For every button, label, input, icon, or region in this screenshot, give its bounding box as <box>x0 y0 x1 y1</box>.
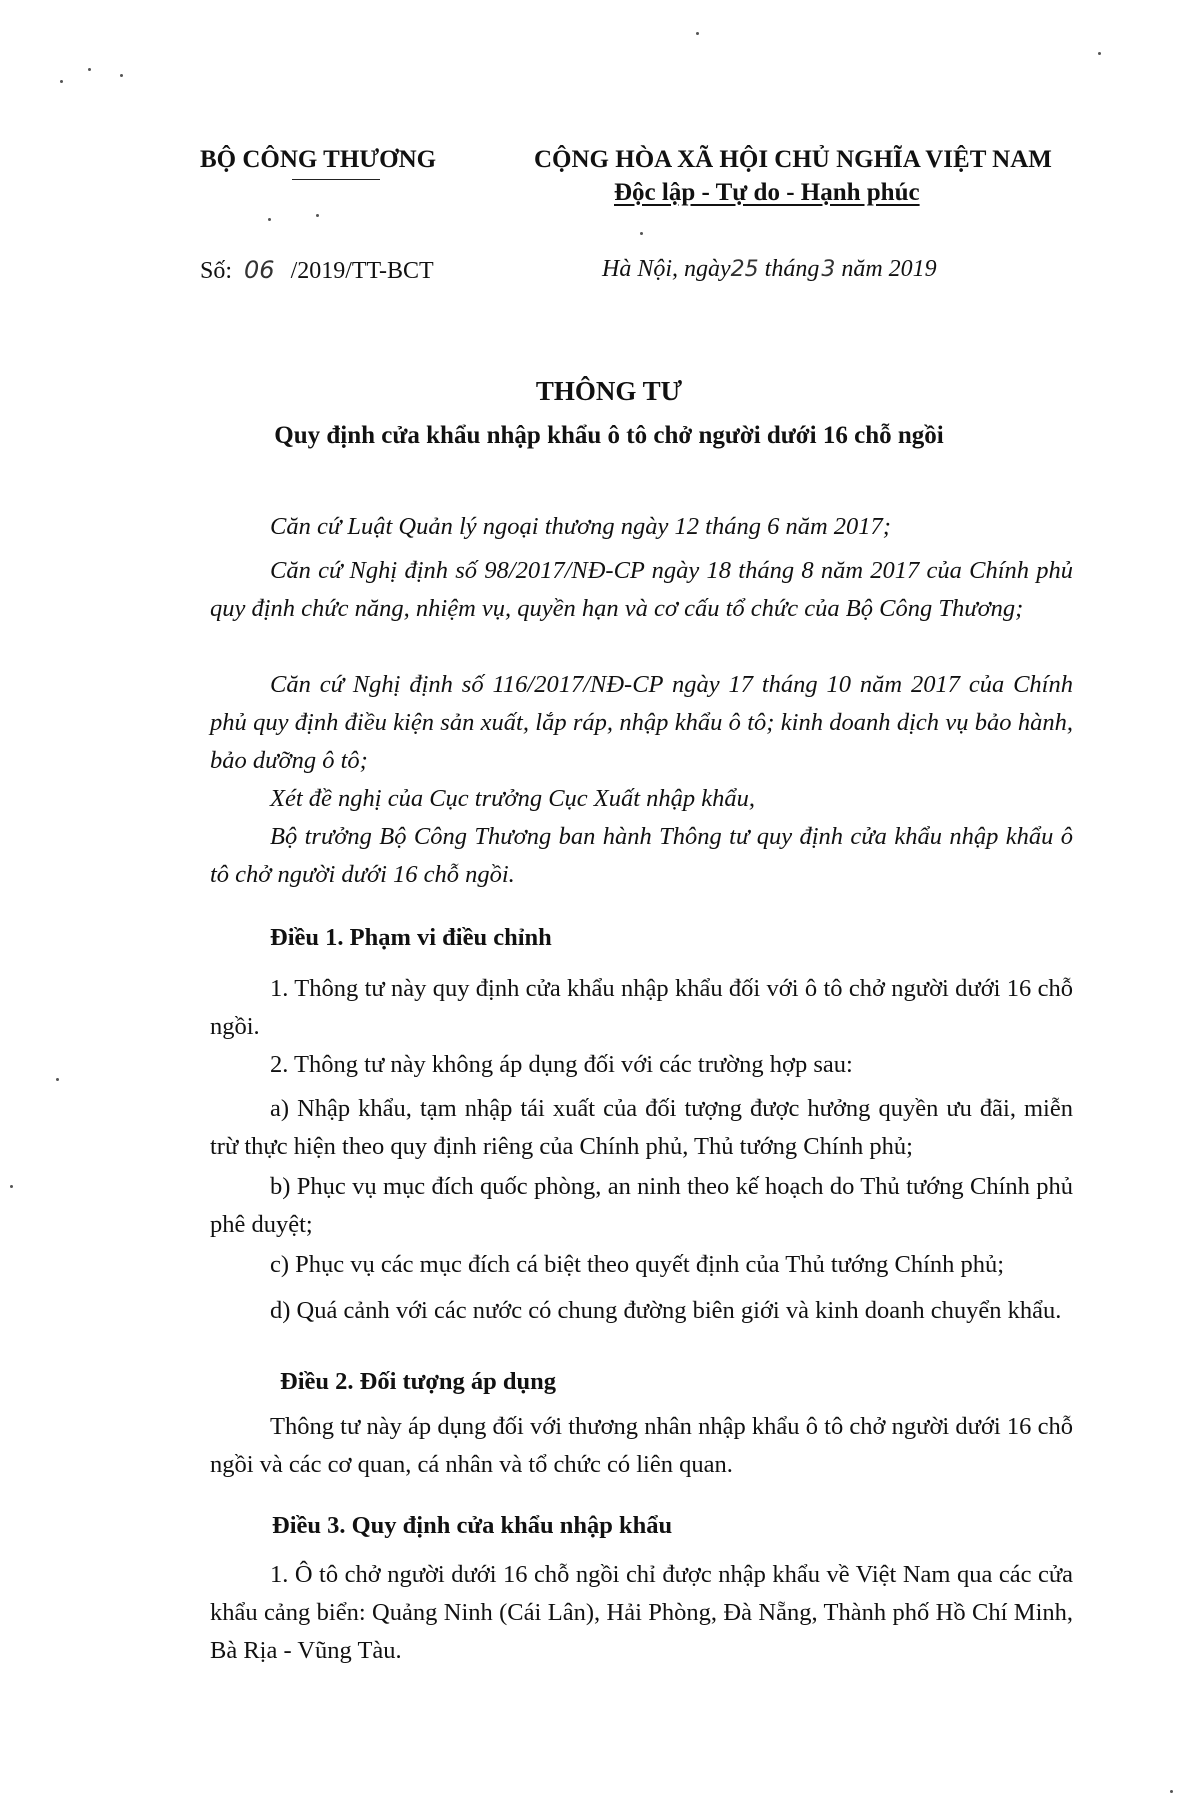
scan-speck <box>120 74 123 77</box>
scan-speck <box>1098 52 1101 55</box>
preamble-item: Căn cứ Nghị định số 116/2017/NĐ-CP ngày 17 tháng 10 năm 2017 của Chính phủ quy định điều kiện sản xuất, lắp ráp, nhập khẩu ô tô; kinh doanh dịch vụ bảo hành, bảo dưỡng ô tô; <box>210 671 1073 774</box>
number-suffix: /2019/TT-BCT <box>290 258 434 284</box>
article-paragraph: a) Nhập khẩu, tạm nhập tái xuất của đối tượng được hưởng quyền ưu đãi, miễn trừ thực hiện theo quy định riêng của Chính phủ, Thủ tướng Chính phủ; <box>210 1095 1073 1160</box>
preamble-item: Bộ trưởng Bộ Công Thương ban hành Thông tư quy định cửa khẩu nhập khẩu ô tô chở người dưới 16 chỗ ngồi. <box>210 823 1073 888</box>
document-subject: Quy định cửa khẩu nhập khẩu ô tô chở người dưới 16 chỗ ngồi <box>274 422 944 449</box>
preamble-item: Xét đề nghị của Cục trưởng Cục Xuất nhập khẩu, <box>270 785 756 812</box>
article-paragraph: 2. Thông tư này không áp dụng đối với các trường hợp sau: <box>270 1051 853 1078</box>
date-month-label: tháng <box>764 256 820 282</box>
article-heading: Điều 1. Phạm vi điều chỉnh <box>270 924 552 951</box>
ministry-underline <box>292 179 380 180</box>
article-heading: Điều 2. Đối tượng áp dụng <box>280 1368 557 1395</box>
number-prefix: Số: <box>200 258 233 284</box>
article-paragraph: Thông tư này áp dụng đối với thương nhân nhập khẩu ô tô chở người dưới 16 chỗ ngồi và các cơ quan, cá nhân và tổ chức có liên quan. <box>210 1413 1073 1478</box>
country-name: CỘNG HÒA XÃ HỘI CHỦ NGHĨA VIỆT NAM <box>534 146 1052 173</box>
scan-speck <box>60 80 63 83</box>
date-month-handwritten: 3 <box>821 257 836 282</box>
ministry-name: BỘ CÔNG THƯƠNG <box>200 146 437 173</box>
preamble-item: Căn cứ Nghị định số 98/2017/NĐ-CP ngày 18 tháng 8 năm 2017 của Chính phủ quy định chức năng, nhiệm vụ, quyền hạn và cơ cấu tổ chức của Bộ Công Thương; <box>210 557 1073 622</box>
scan-speck <box>56 1078 59 1081</box>
article-paragraph: 1. Thông tư này quy định cửa khẩu nhập khẩu đối với ô tô chở người dưới 16 chỗ ngồi. <box>210 975 1073 1040</box>
issue-date <box>602 256 937 283</box>
article-paragraph: b) Phục vụ mục đích quốc phòng, an ninh theo kế hoạch do Thủ tướng Chính phủ phê duyệt; <box>210 1173 1073 1238</box>
number-handwritten: 06 <box>244 256 275 284</box>
article-heading: Điều 3. Quy định cửa khẩu nhập khẩu <box>272 1512 673 1539</box>
scan-speck <box>640 232 643 235</box>
national-motto: Độc lập - Tự do - Hạnh phúc <box>614 179 920 206</box>
document-type: THÔNG TƯ <box>535 376 683 406</box>
date-place: Hà Nội, ngày <box>602 256 731 282</box>
document-number <box>200 256 434 285</box>
article-paragraph: c) Phục vụ các mục đích cá biệt theo quyết định của Thủ tướng Chính phủ; <box>270 1251 1005 1278</box>
scan-speck <box>1170 1790 1173 1793</box>
article-paragraph: 1. Ô tô chở người dưới 16 chỗ ngồi chỉ được nhập khẩu về Việt Nam qua các cửa khẩu cảng biển: Quảng Ninh (Cái Lân), Hải Phòng, Đà Nẵng, Thành phố Hồ Chí Minh, Bà Rịa - Vũng Tàu. <box>210 1561 1073 1664</box>
scan-speck <box>268 218 271 221</box>
preamble-item: Căn cứ Luật Quản lý ngoại thương ngày 12 tháng 6 năm 2017; <box>270 513 891 540</box>
date-day-handwritten: 25 <box>730 257 759 282</box>
scan-speck <box>696 32 699 35</box>
scan-speck <box>316 214 319 217</box>
date-year: năm 2019 <box>841 256 937 282</box>
article-paragraph: d) Quá cảnh với các nước có chung đường biên giới và kinh doanh chuyển khẩu. <box>270 1297 1062 1324</box>
scan-speck <box>10 1185 13 1188</box>
scan-speck <box>88 68 91 71</box>
